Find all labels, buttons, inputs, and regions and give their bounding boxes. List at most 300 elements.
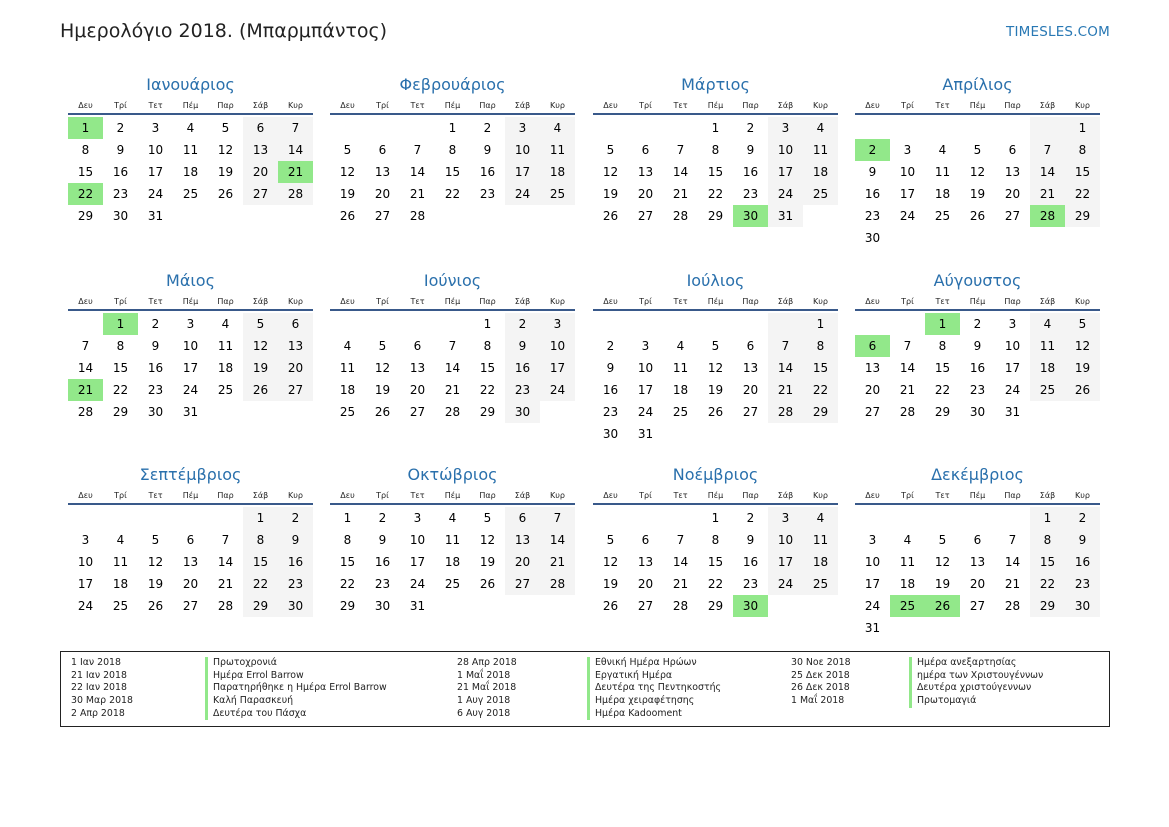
day-cell: 19 bbox=[479, 555, 496, 569]
day-cell: 27 bbox=[864, 405, 881, 419]
empty-cell bbox=[890, 313, 925, 335]
day-cell: 6 bbox=[278, 313, 313, 335]
day-cell: 18 bbox=[803, 161, 838, 183]
weekday-header bbox=[68, 97, 313, 115]
day-cell: 23 bbox=[374, 577, 391, 591]
day-cell: 29 bbox=[803, 401, 838, 423]
empty-cell bbox=[330, 117, 365, 139]
day-grid bbox=[855, 311, 1100, 423]
day-cell: 25 bbox=[672, 405, 689, 419]
day-cell: 28 bbox=[278, 183, 313, 205]
day-cell: 17 bbox=[77, 577, 94, 591]
day-cell: 10 bbox=[899, 165, 916, 179]
day-cell: 12 bbox=[374, 361, 391, 375]
day-cell: 3 bbox=[1008, 317, 1017, 331]
month-block bbox=[855, 74, 1100, 249]
weekday-label: Παρ bbox=[1004, 101, 1021, 110]
day-cell: 24 bbox=[768, 573, 803, 595]
empty-cell bbox=[663, 507, 698, 529]
holiday-day-cell: 30 bbox=[733, 595, 768, 617]
empty-cell bbox=[855, 117, 890, 139]
month-name: Αύγουστος bbox=[933, 271, 1022, 290]
day-cell: 25 bbox=[1030, 379, 1065, 401]
day-cell: 16 bbox=[864, 187, 881, 201]
weekday-header bbox=[855, 293, 1100, 311]
month-name: Απρίλιος bbox=[942, 75, 1013, 94]
day-cell: 12 bbox=[217, 143, 234, 157]
day-cell: 14 bbox=[1030, 161, 1065, 183]
day-cell: 21 bbox=[1030, 183, 1065, 205]
day-cell: 14 bbox=[1004, 555, 1021, 569]
day-cell: 20 bbox=[278, 357, 313, 379]
day-cell: 17 bbox=[899, 187, 916, 201]
day-cell: 24 bbox=[505, 183, 540, 205]
day-cell: 26 bbox=[374, 405, 391, 419]
day-cell: 11 bbox=[803, 139, 838, 161]
weekday-label: Σάβ bbox=[777, 491, 794, 500]
day-cell: 16 bbox=[147, 361, 164, 375]
weekday-label: Κυρ bbox=[813, 297, 828, 306]
legend-date: 21 Μαΐ 2018 bbox=[457, 682, 517, 694]
day-cell: 14 bbox=[409, 165, 426, 179]
day-cell: 9 bbox=[505, 335, 540, 357]
weekday-label: Κυρ bbox=[813, 101, 828, 110]
month-name: Σεπτέμβριος bbox=[139, 465, 242, 484]
day-cell: 19 bbox=[339, 187, 356, 201]
weekday-label: Τετ bbox=[673, 297, 688, 306]
day-cell: 28 bbox=[768, 401, 803, 423]
legend-date: 22 Ιαν 2018 bbox=[71, 682, 127, 694]
legend-holiday-name: Ημέρα ανεξαρτησίας bbox=[909, 657, 1043, 670]
day-cell: 16 bbox=[969, 361, 986, 375]
day-cell: 8 bbox=[1030, 529, 1065, 551]
day-cell: 4 bbox=[540, 117, 575, 139]
weekday-label: Πέμ bbox=[182, 297, 199, 306]
holiday-day-cell: 1 bbox=[925, 313, 960, 335]
day-cell: 8 bbox=[938, 339, 947, 353]
day-cell: 10 bbox=[505, 139, 540, 161]
holiday-day-cell: 21 bbox=[68, 379, 103, 401]
day-cell: 28 bbox=[444, 405, 461, 419]
day-cell: 21 bbox=[672, 187, 689, 201]
day-cell: 4 bbox=[803, 117, 838, 139]
day-cell: 16 bbox=[742, 555, 759, 569]
weekday-label: Παρ bbox=[1004, 297, 1021, 306]
holiday-day-cell: 28 bbox=[1030, 205, 1065, 227]
day-cell: 29 bbox=[77, 209, 94, 223]
day-cell: 26 bbox=[969, 209, 986, 223]
day-cell: 17 bbox=[182, 361, 199, 375]
day-cell: 13 bbox=[243, 139, 278, 161]
empty-cell bbox=[593, 117, 628, 139]
day-cell: 12 bbox=[147, 555, 164, 569]
day-cell: 6 bbox=[641, 533, 650, 547]
day-cell: 5 bbox=[221, 121, 230, 135]
holiday-day-cell: 1 bbox=[68, 117, 103, 139]
day-cell: 5 bbox=[378, 339, 387, 353]
weekday-label: Παρ bbox=[217, 297, 234, 306]
day-cell: 3 bbox=[868, 533, 877, 547]
day-grid bbox=[593, 505, 838, 617]
day-cell: 3 bbox=[151, 121, 160, 135]
day-cell: 27 bbox=[637, 209, 654, 223]
day-cell: 23 bbox=[1065, 573, 1100, 595]
weekday-label: Πέμ bbox=[969, 491, 986, 500]
day-cell: 7 bbox=[676, 533, 685, 547]
day-cell: 21 bbox=[1004, 577, 1021, 591]
weekday-label: Σάβ bbox=[252, 101, 269, 110]
day-cell: 21 bbox=[899, 383, 916, 397]
weekday-label: Δευ bbox=[603, 101, 618, 110]
day-cell: 6 bbox=[1008, 143, 1017, 157]
day-cell: 14 bbox=[768, 357, 803, 379]
day-grid bbox=[593, 115, 838, 227]
day-cell: 11 bbox=[1030, 335, 1065, 357]
day-cell: 3 bbox=[641, 339, 650, 353]
day-cell: 28 bbox=[672, 209, 689, 223]
empty-cell bbox=[1030, 117, 1065, 139]
weekday-label: Τετ bbox=[410, 297, 425, 306]
weekday-label: Σάβ bbox=[777, 297, 794, 306]
day-cell: 6 bbox=[378, 143, 387, 157]
weekday-header bbox=[330, 487, 575, 505]
day-cell: 20 bbox=[1004, 187, 1021, 201]
month-block bbox=[855, 464, 1100, 639]
day-cell: 12 bbox=[243, 335, 278, 357]
day-cell: 1 bbox=[1030, 507, 1065, 529]
day-cell: 9 bbox=[278, 529, 313, 551]
day-cell: 9 bbox=[868, 165, 877, 179]
day-cell: 29 bbox=[243, 595, 278, 617]
legend-date: 2 Απρ 2018 bbox=[71, 707, 125, 719]
weekday-header bbox=[855, 97, 1100, 115]
day-cell: 19 bbox=[374, 383, 391, 397]
day-cell: 31 bbox=[409, 599, 426, 613]
weekday-label: Δευ bbox=[865, 101, 880, 110]
day-cell: 6 bbox=[973, 533, 982, 547]
day-cell: 30 bbox=[969, 405, 986, 419]
day-grid bbox=[330, 311, 575, 423]
legend-name-column bbox=[587, 657, 721, 720]
brand-link[interactable]: TIMESLES.COM bbox=[1006, 24, 1110, 40]
day-cell: 11 bbox=[672, 361, 689, 375]
day-cell: 18 bbox=[934, 187, 951, 201]
day-cell: 27 bbox=[1004, 209, 1021, 223]
day-cell: 30 bbox=[147, 405, 164, 419]
day-cell: 5 bbox=[973, 143, 982, 157]
weekday-label: Κυρ bbox=[550, 297, 565, 306]
day-cell: 4 bbox=[676, 339, 685, 353]
day-cell: 20 bbox=[864, 383, 881, 397]
empty-cell bbox=[593, 507, 628, 529]
weekday-label: Παρ bbox=[742, 297, 759, 306]
day-cell: 9 bbox=[378, 533, 387, 547]
day-cell: 19 bbox=[707, 383, 724, 397]
day-cell: 26 bbox=[243, 379, 278, 401]
weekday-label: Δευ bbox=[603, 297, 618, 306]
day-grid bbox=[330, 115, 575, 227]
day-cell: 9 bbox=[973, 339, 982, 353]
weekday-label: Τετ bbox=[673, 101, 688, 110]
legend-date: 1 Μαΐ 2018 bbox=[457, 669, 511, 681]
day-cell: 8 bbox=[711, 533, 720, 547]
day-cell: 15 bbox=[243, 551, 278, 573]
day-cell: 16 bbox=[112, 165, 129, 179]
day-cell: 15 bbox=[1030, 551, 1065, 573]
weekday-label: Κυρ bbox=[1075, 297, 1090, 306]
legend-holiday-name: Δευτέρα της Πεντηκοστής bbox=[587, 682, 721, 695]
day-cell: 26 bbox=[339, 209, 356, 223]
weekday-label: Πέμ bbox=[969, 101, 986, 110]
day-cell: 22 bbox=[112, 383, 129, 397]
day-cell: 20 bbox=[243, 161, 278, 183]
day-cell: 12 bbox=[479, 533, 496, 547]
day-cell: 27 bbox=[243, 183, 278, 205]
day-cell: 2 bbox=[378, 511, 387, 525]
weekday-label: Πέμ bbox=[444, 101, 461, 110]
day-cell: 8 bbox=[483, 339, 492, 353]
day-cell: 18 bbox=[540, 161, 575, 183]
day-cell: 11 bbox=[112, 555, 129, 569]
weekday-label: Πέμ bbox=[707, 101, 724, 110]
day-cell: 31 bbox=[864, 621, 881, 635]
day-cell: 5 bbox=[606, 533, 615, 547]
day-cell: 12 bbox=[602, 165, 619, 179]
day-cell: 20 bbox=[374, 187, 391, 201]
day-cell: 14 bbox=[77, 361, 94, 375]
weekday-label: Τρί bbox=[114, 491, 127, 500]
legend-holiday-name: Παρατηρήθηκε η Ημέρα Errol Barrow bbox=[205, 682, 387, 695]
day-cell: 18 bbox=[444, 555, 461, 569]
day-cell: 24 bbox=[409, 577, 426, 591]
legend-date-column bbox=[791, 657, 851, 708]
weekday-label: Τετ bbox=[148, 491, 163, 500]
day-cell: 5 bbox=[483, 511, 492, 525]
weekday-label: Τετ bbox=[935, 101, 950, 110]
day-cell: 11 bbox=[934, 165, 951, 179]
day-cell: 13 bbox=[969, 555, 986, 569]
weekday-header bbox=[855, 487, 1100, 505]
day-cell: 23 bbox=[602, 405, 619, 419]
weekday-label: Τρί bbox=[901, 101, 914, 110]
day-cell: 24 bbox=[899, 209, 916, 223]
weekday-label: Κυρ bbox=[813, 491, 828, 500]
weekday-label: Πέμ bbox=[444, 297, 461, 306]
day-cell: 25 bbox=[803, 183, 838, 205]
day-cell: 29 bbox=[707, 599, 724, 613]
month-block bbox=[330, 74, 575, 227]
weekday-label: Τετ bbox=[673, 491, 688, 500]
legend-name-column bbox=[909, 657, 1043, 708]
day-cell: 12 bbox=[602, 555, 619, 569]
weekday-label: Πέμ bbox=[707, 491, 724, 500]
day-cell: 22 bbox=[339, 577, 356, 591]
day-cell: 11 bbox=[217, 339, 234, 353]
day-cell: 27 bbox=[505, 573, 540, 595]
legend-holiday-name: Δευτέρα του Πάσχα bbox=[205, 708, 387, 721]
legend-holiday-name: Πρωτοχρονιά bbox=[205, 657, 387, 670]
day-cell: 25 bbox=[182, 187, 199, 201]
day-cell: 22 bbox=[479, 383, 496, 397]
empty-cell bbox=[663, 117, 698, 139]
day-cell: 25 bbox=[540, 183, 575, 205]
weekday-label: Δευ bbox=[603, 491, 618, 500]
day-cell: 2 bbox=[505, 313, 540, 335]
weekday-label: Κυρ bbox=[288, 491, 303, 500]
weekday-label: Τετ bbox=[935, 297, 950, 306]
day-cell: 13 bbox=[637, 165, 654, 179]
empty-cell bbox=[768, 313, 803, 335]
day-cell: 28 bbox=[1004, 599, 1021, 613]
weekday-label: Τρί bbox=[639, 297, 652, 306]
day-cell: 30 bbox=[505, 401, 540, 423]
day-cell: 11 bbox=[899, 555, 916, 569]
day-cell: 26 bbox=[1065, 379, 1100, 401]
day-cell: 14 bbox=[899, 361, 916, 375]
day-cell: 7 bbox=[676, 143, 685, 157]
weekday-label: Δευ bbox=[78, 297, 93, 306]
weekday-label: Πέμ bbox=[182, 101, 199, 110]
month-name: Ιούνιος bbox=[423, 271, 482, 290]
day-cell: 3 bbox=[186, 317, 195, 331]
day-cell: 30 bbox=[278, 595, 313, 617]
day-cell: 4 bbox=[448, 511, 457, 525]
empty-cell bbox=[890, 507, 925, 529]
day-cell: 23 bbox=[864, 209, 881, 223]
day-cell: 14 bbox=[672, 555, 689, 569]
weekday-label: Τετ bbox=[148, 101, 163, 110]
day-cell: 27 bbox=[742, 405, 759, 419]
day-cell: 20 bbox=[637, 187, 654, 201]
day-cell: 3 bbox=[903, 143, 912, 157]
month-name: Μάρτιος bbox=[681, 75, 750, 94]
day-cell: 13 bbox=[742, 361, 759, 375]
day-cell: 17 bbox=[768, 161, 803, 183]
weekday-label: Κυρ bbox=[288, 101, 303, 110]
legend-date: 26 Δεκ 2018 bbox=[791, 682, 850, 694]
empty-cell bbox=[925, 507, 960, 529]
legend-holiday-name: Δευτέρα χριστούγεννων bbox=[909, 682, 1043, 695]
day-cell: 31 bbox=[182, 405, 199, 419]
day-cell: 7 bbox=[448, 339, 457, 353]
day-cell: 22 bbox=[243, 573, 278, 595]
day-cell: 3 bbox=[81, 533, 90, 547]
day-cell: 26 bbox=[217, 187, 234, 201]
legend-date: 1 Ιαν 2018 bbox=[71, 657, 121, 668]
day-cell: 31 bbox=[147, 209, 164, 223]
day-grid bbox=[68, 311, 313, 423]
day-cell: 8 bbox=[343, 533, 352, 547]
day-cell: 9 bbox=[746, 533, 755, 547]
month-name: Ιούλιος bbox=[686, 271, 745, 290]
day-cell: 17 bbox=[540, 357, 575, 379]
empty-cell bbox=[995, 117, 1030, 139]
legend-holiday-name: Καλή Παρασκευή bbox=[205, 695, 387, 708]
day-cell: 23 bbox=[505, 379, 540, 401]
day-cell: 18 bbox=[112, 577, 129, 591]
day-cell: 23 bbox=[479, 187, 496, 201]
day-cell: 29 bbox=[339, 599, 356, 613]
day-cell: 24 bbox=[77, 599, 94, 613]
weekday-label: Σάβ bbox=[252, 491, 269, 500]
weekday-label: Τρί bbox=[639, 491, 652, 500]
empty-cell bbox=[855, 507, 890, 529]
legend-date: 30 Μαρ 2018 bbox=[71, 695, 133, 707]
day-cell: 3 bbox=[540, 313, 575, 335]
day-cell: 28 bbox=[899, 405, 916, 419]
day-cell: 7 bbox=[1008, 533, 1017, 547]
day-cell: 19 bbox=[934, 577, 951, 591]
day-cell: 18 bbox=[217, 361, 234, 375]
empty-cell bbox=[365, 313, 400, 335]
day-cell: 16 bbox=[1065, 551, 1100, 573]
month-block bbox=[68, 74, 313, 227]
day-cell: 20 bbox=[742, 383, 759, 397]
day-cell: 10 bbox=[768, 139, 803, 161]
weekday-label: Τρί bbox=[114, 101, 127, 110]
weekday-label: Δευ bbox=[865, 297, 880, 306]
day-cell: 16 bbox=[374, 555, 391, 569]
day-cell: 29 bbox=[934, 405, 951, 419]
day-cell: 13 bbox=[637, 555, 654, 569]
day-cell: 21 bbox=[444, 383, 461, 397]
day-cell: 20 bbox=[637, 577, 654, 591]
weekday-label: Παρ bbox=[479, 101, 496, 110]
weekday-label: Δευ bbox=[78, 491, 93, 500]
empty-cell bbox=[593, 313, 628, 335]
day-cell: 4 bbox=[221, 317, 230, 331]
weekday-label: Τρί bbox=[114, 297, 127, 306]
day-cell: 4 bbox=[1030, 313, 1065, 335]
day-cell: 27 bbox=[374, 209, 391, 223]
day-cell: 19 bbox=[602, 187, 619, 201]
day-cell: 18 bbox=[899, 577, 916, 591]
day-cell: 19 bbox=[217, 165, 234, 179]
day-cell: 1 bbox=[483, 317, 492, 331]
legend-date: 1 Αυγ 2018 bbox=[457, 695, 511, 707]
day-cell: 22 bbox=[934, 383, 951, 397]
day-cell: 29 bbox=[112, 405, 129, 419]
day-cell: 29 bbox=[707, 209, 724, 223]
month-block bbox=[68, 270, 313, 423]
empty-cell bbox=[400, 313, 435, 335]
holiday-day-cell: 30 bbox=[733, 205, 768, 227]
holiday-day-cell: 1 bbox=[103, 313, 138, 335]
day-cell: 16 bbox=[505, 357, 540, 379]
day-cell: 28 bbox=[672, 599, 689, 613]
day-cell: 26 bbox=[602, 209, 619, 223]
day-cell: 1 bbox=[448, 121, 457, 135]
day-cell: 7 bbox=[278, 117, 313, 139]
day-cell: 7 bbox=[540, 507, 575, 529]
day-cell: 19 bbox=[969, 187, 986, 201]
day-cell: 27 bbox=[637, 599, 654, 613]
day-cell: 12 bbox=[1065, 335, 1100, 357]
month-name: Νοέμβριος bbox=[672, 465, 759, 484]
empty-cell bbox=[208, 507, 243, 529]
empty-cell bbox=[173, 507, 208, 529]
holiday-day-cell: 26 bbox=[925, 595, 960, 617]
weekday-header bbox=[330, 293, 575, 311]
weekday-label: Σάβ bbox=[514, 491, 531, 500]
day-cell: 7 bbox=[81, 339, 90, 353]
day-cell: 19 bbox=[147, 577, 164, 591]
day-cell: 1 bbox=[803, 313, 838, 335]
month-block bbox=[68, 464, 313, 617]
day-cell: 15 bbox=[339, 555, 356, 569]
weekday-label: Δευ bbox=[340, 101, 355, 110]
day-cell: 9 bbox=[483, 143, 492, 157]
